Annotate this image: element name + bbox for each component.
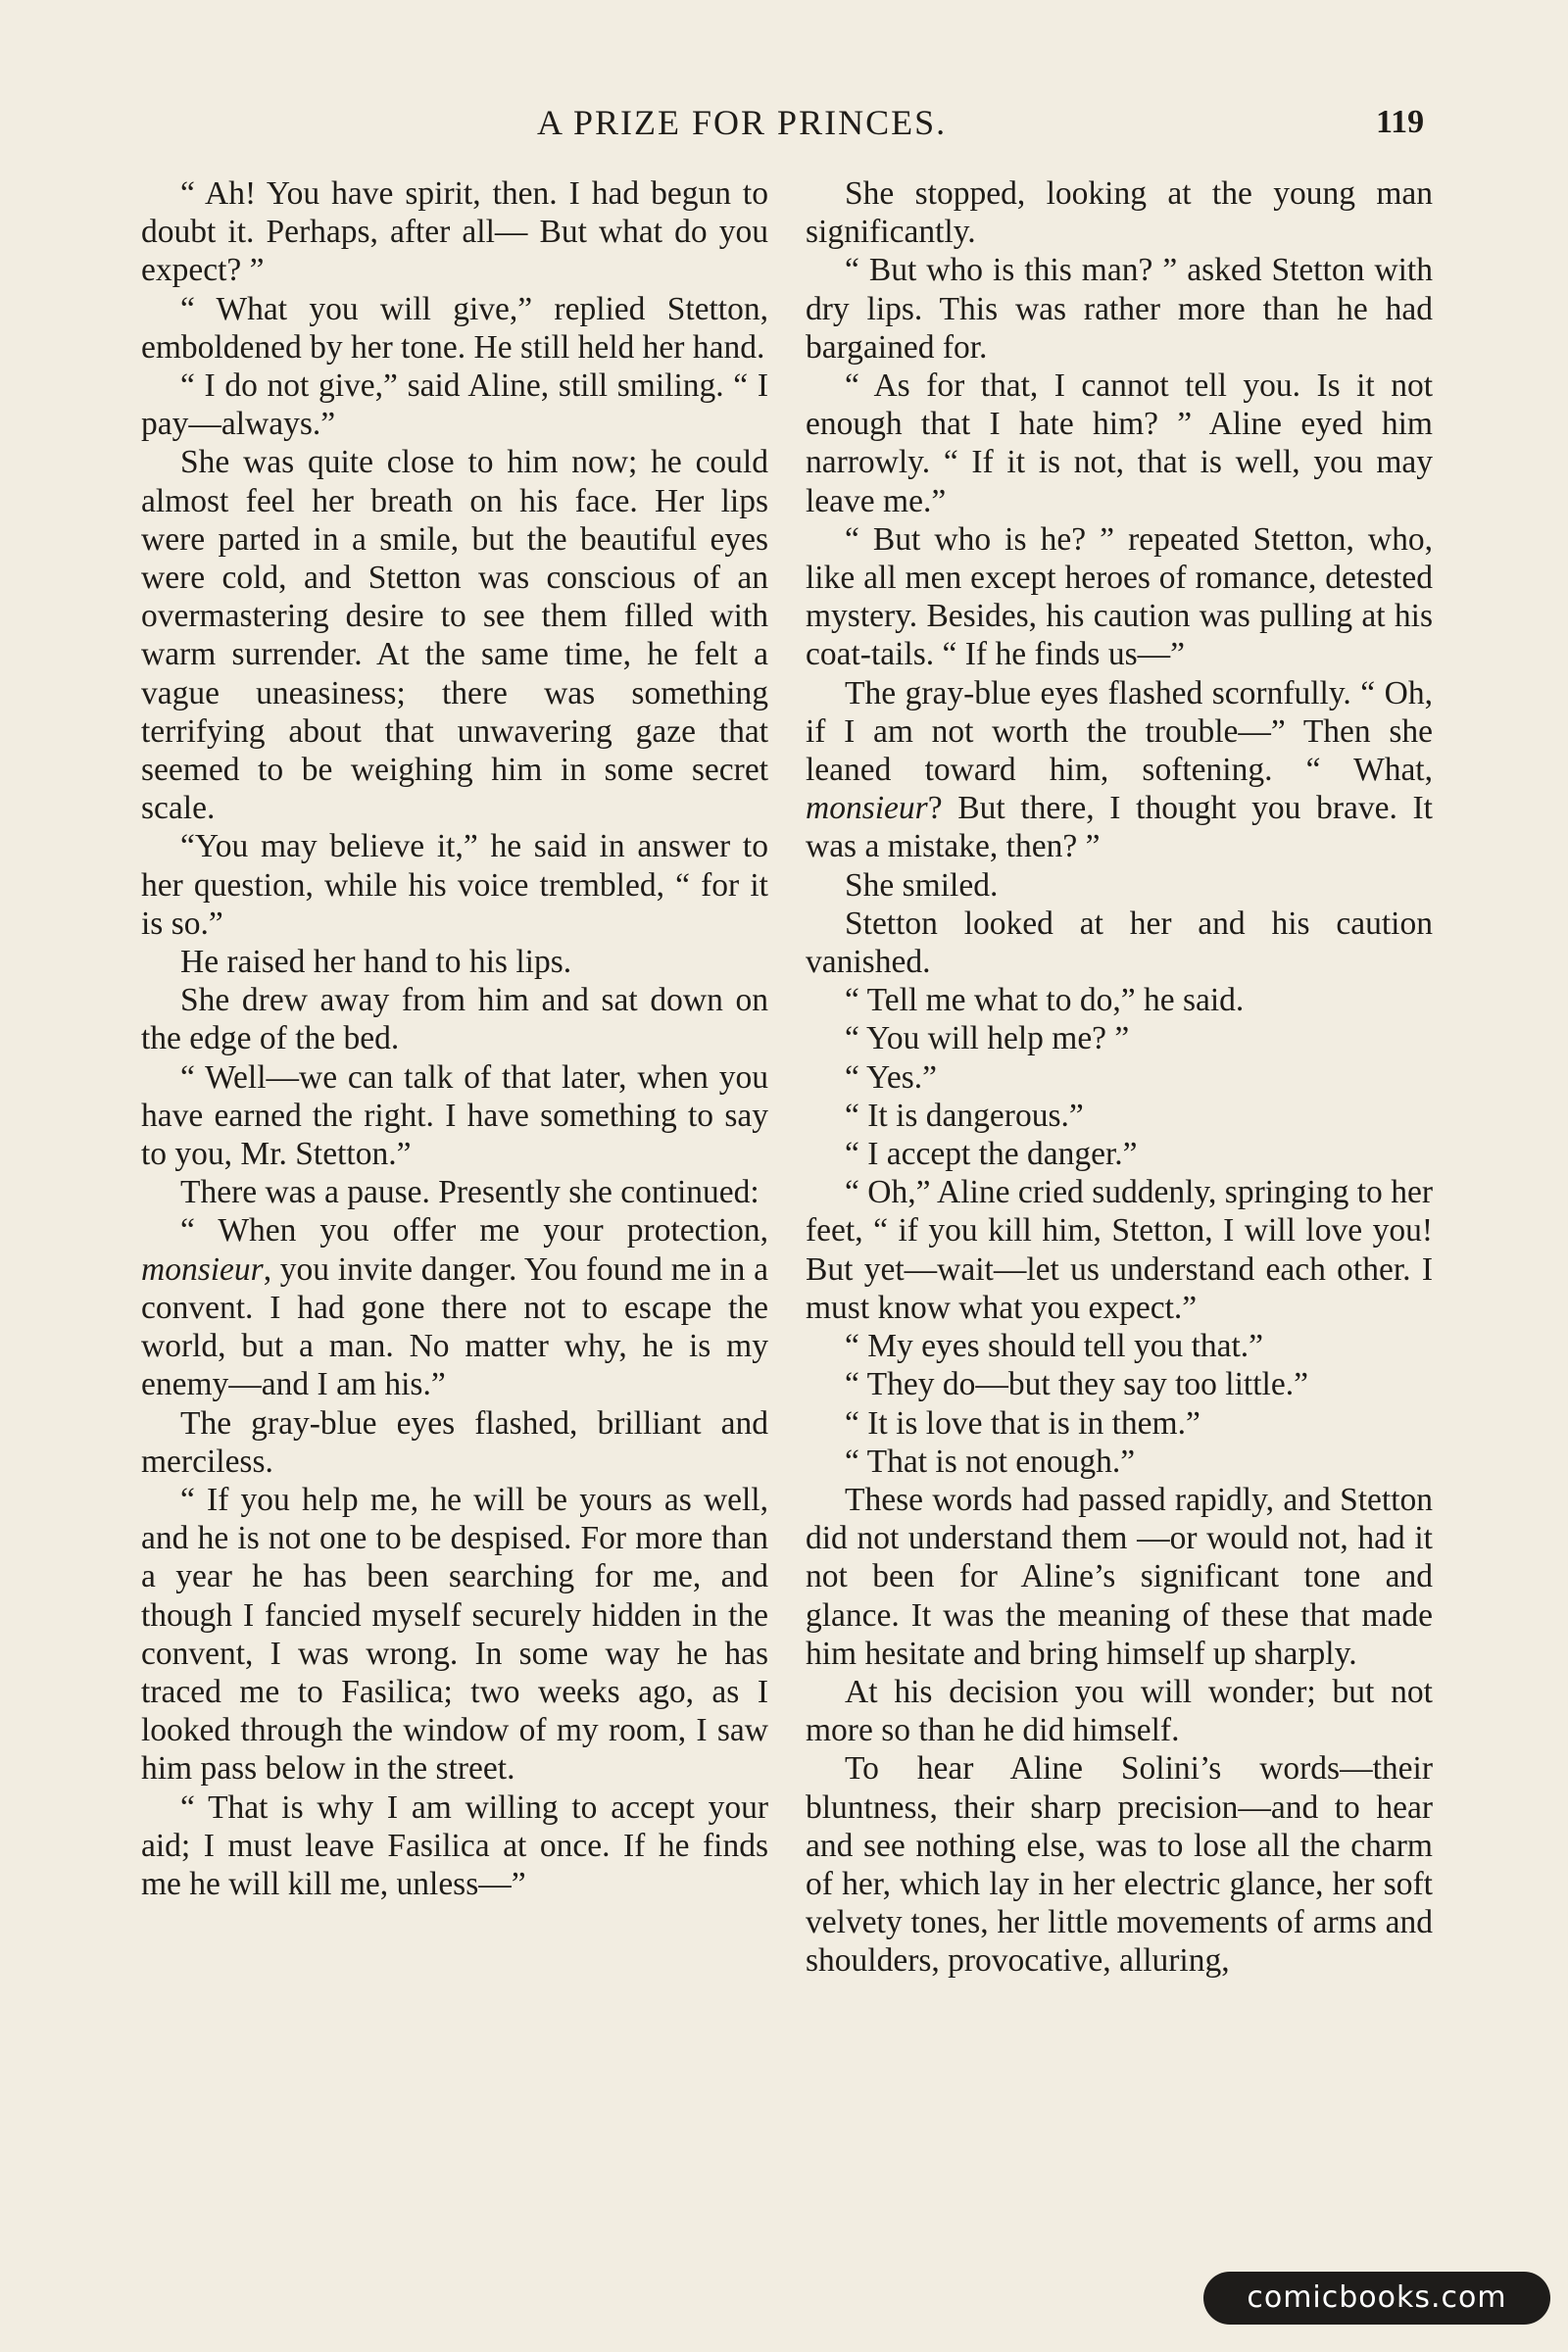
paragraph: “ But who is he? ” repeated Stetton, who, like all men except heroes of romance, detested mystery. Besides, his caution was pulling at his coat-tails. “ If he finds us—” (806, 520, 1433, 673)
paragraph: “ When you offer me your protection, monsieur, you invite danger. You found me in a convent. I had gone there not to escape the world, but a man. No matter why, he is my enemy—and I am his.” (141, 1212, 768, 1403)
italic-word: monsieur (141, 1250, 264, 1288)
paragraph: She stopped, looking at the young man significantly. (806, 175, 1433, 251)
paragraph: “ Tell me what to do,” he said. (845, 982, 1245, 1019)
paragraph: There was a pause. Presently she continued: (180, 1174, 760, 1211)
paragraph: “ It is dangerous.” (845, 1097, 1084, 1134)
paragraph: “You may believe it,” he said in answer to her question, while his voice trembled, “ for it is so.” (141, 828, 768, 942)
paragraph: “ I do not give,” said Aline, still smiling. “ I pay—always.” (141, 368, 768, 443)
paragraph: “ Ah! You have spirit, then. I had begun to doubt it. Perhaps, after all— But what do you expect? ” (141, 175, 768, 289)
paragraph: Stetton looked at her and his caution vanished. (806, 905, 1433, 981)
paragraph: She smiled. (845, 866, 999, 904)
running-head (0, 98, 1568, 147)
paragraph: “ That is not enough.” (845, 1443, 1136, 1480)
paragraph: “ I accept the danger.” (845, 1136, 1138, 1173)
paragraph: “ But who is this man? ” asked Stetton with dry lips. This was rather more than he had bargained for. (806, 252, 1433, 366)
paragraph: He raised her hand to his lips. (180, 944, 572, 981)
paragraph: At his decision you will wonder; but not more so than he did himself. (806, 1673, 1433, 1749)
paragraph: “ As for that, I cannot tell you. Is it not enough that I hate him? ” Aline eyed him narrowly. “ If it is not, that is well, you may leave me.” (806, 368, 1433, 519)
paragraph: She drew away from him and sat down on the edge of the bed. (141, 982, 768, 1057)
paragraph: “ Well—we can talk of that later, when you have earned the right. I have something to say to you, Mr. Stetton.” (141, 1058, 768, 1173)
paragraph: “ Oh,” Aline cried suddenly, springing to her feet, “ if you kill him, Stetton, I will love you! But yet—wait—let us understand each other. I must know what you expect.” (806, 1174, 1433, 1326)
paragraph: “ It is love that is in them.” (845, 1404, 1200, 1442)
paragraph: “ If you help me, he will be yours as well, and he is not one to be despised. For more than a year he has been searching for me, and though I fancied myself securely hidden in the convent, I was wrong. In some way he has traced me to Fasilica; two weeks ago, as I looked through the window of my room, I saw him pass below in the street. (141, 1481, 768, 1788)
right-column (806, 174, 1433, 1981)
paragraph: “ You will help me? ” (845, 1020, 1130, 1057)
left-column (141, 174, 768, 1903)
paragraph: The gray-blue eyes flashed scornfully. “ Oh, if I am not worth the trouble—” Then she leaned toward him, softening. “ What, monsieur? But there, I thought you brave. It was a mistake, then? ” (806, 674, 1433, 865)
running-title: A PRIZE FOR PRINCES. (537, 103, 948, 142)
paragraph: “ Yes.” (845, 1058, 937, 1096)
paragraph: “ What you will give,” replied Stetton, emboldened by her tone. He still held her hand. (141, 290, 768, 366)
paragraph: “ That is why I am willing to accept your aid; I must leave Fasilica at once. If he finds me he will kill me, unless—” (141, 1788, 768, 1902)
paragraph: To hear Aline Solini’s words—their bluntness, their sharp precision—and to hear and see nothing else, was to lose all the charm of her, which lay in her electric glance, her soft velvety tones, her little movements of arms and shoulders, provocative, alluring, (806, 1750, 1433, 1980)
paragraph: These words had passed rapidly, and Stetton did not understand them —or would not, had it not been for Aline’s significant tone and glance. It was the meaning of these that made him hesitate and bring himself up sharply. (806, 1481, 1433, 1672)
paragraph: The gray-blue eyes flashed, brilliant and merciless. (141, 1404, 768, 1480)
paragraph: “ They do—but they say too little.” (845, 1366, 1308, 1403)
site-watermark: comicbooks.com (1203, 2272, 1550, 2325)
paragraph: “ My eyes should tell you that.” (845, 1328, 1264, 1365)
italic-word: monsieur (806, 790, 928, 827)
paragraph: She was quite close to him now; he could almost feel her breath on his face. Her lips were parted in a smile, but the beautiful eyes were cold, and Stetton was conscious of an overmastering desire to see them filled with warm surrender. At the same time, he felt a vague uneasiness; there was something terrifying about that unwavering gaze that seemed to be weighing him in some secret scale. (141, 444, 768, 827)
page-number: 119 (1376, 104, 1425, 140)
